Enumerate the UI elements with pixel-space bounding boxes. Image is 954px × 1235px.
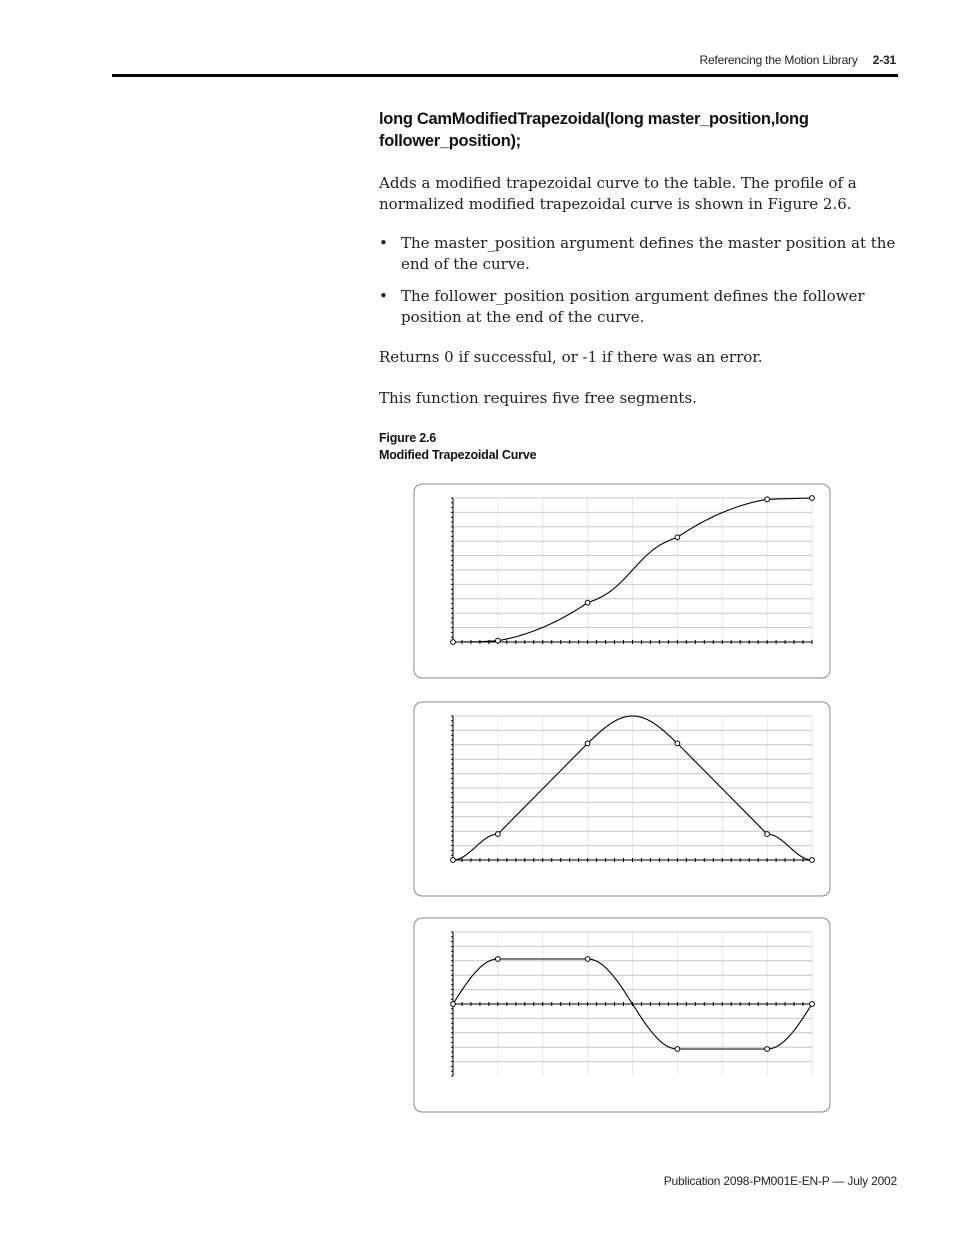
figure-label <box>379 430 899 464</box>
header-section-title: Referencing the Motion Library <box>699 53 858 67</box>
data-point <box>810 1002 815 1007</box>
bullet-text: The follower_position position argument defines the follower position at the end of the curve. <box>401 287 865 326</box>
returns-paragraph: Returns 0 if successful, or -1 if there was an error. <box>379 348 763 366</box>
velocity-chart-svg <box>412 700 832 900</box>
header-rule <box>112 74 898 77</box>
header-page-number: 2-31 <box>872 53 896 67</box>
segments-paragraph: This function requires five free segments. <box>379 389 697 407</box>
figure-number: Figure 2.6 <box>379 431 437 445</box>
data-point <box>451 858 456 863</box>
data-point <box>810 496 815 501</box>
publication-footer: Publication 2098-PM001E-EN-P — July 2002 <box>663 1174 897 1188</box>
bullet-marker: • <box>379 287 388 305</box>
data-point <box>765 1047 770 1052</box>
data-point <box>495 832 500 837</box>
argument-list <box>379 233 899 339</box>
list-item <box>379 286 899 328</box>
data-point <box>451 1002 456 1007</box>
data-point <box>585 741 590 746</box>
intro-paragraph: Adds a modified trapezoidal curve to the table. The profile of a normalized modified trapezoidal curve is shown in Figure 2.6. <box>379 174 857 213</box>
acceleration-chart <box>412 916 832 1116</box>
position-chart-svg <box>412 482 832 682</box>
running-header <box>700 53 896 67</box>
data-point <box>810 858 815 863</box>
data-point <box>495 638 500 643</box>
figure-caption: Modified Trapezoidal Curve <box>379 448 537 462</box>
bullet-text: The master_position argument defines the master position at the end of the curve. <box>401 234 896 273</box>
data-point <box>675 741 680 746</box>
data-point <box>765 497 770 502</box>
data-point <box>675 535 680 540</box>
position-chart <box>412 482 832 682</box>
data-point <box>585 600 590 605</box>
acceleration-chart-svg <box>412 916 832 1116</box>
data-point <box>675 1047 680 1052</box>
velocity-chart <box>412 700 832 900</box>
bullet-marker: • <box>379 234 388 252</box>
data-point <box>765 832 770 837</box>
data-point <box>495 957 500 962</box>
data-point <box>451 640 456 645</box>
function-signature-heading: long CamModifiedTrapezoidal(long master_position,long follower_position); <box>379 110 809 150</box>
data-point <box>585 957 590 962</box>
list-item <box>379 233 899 275</box>
